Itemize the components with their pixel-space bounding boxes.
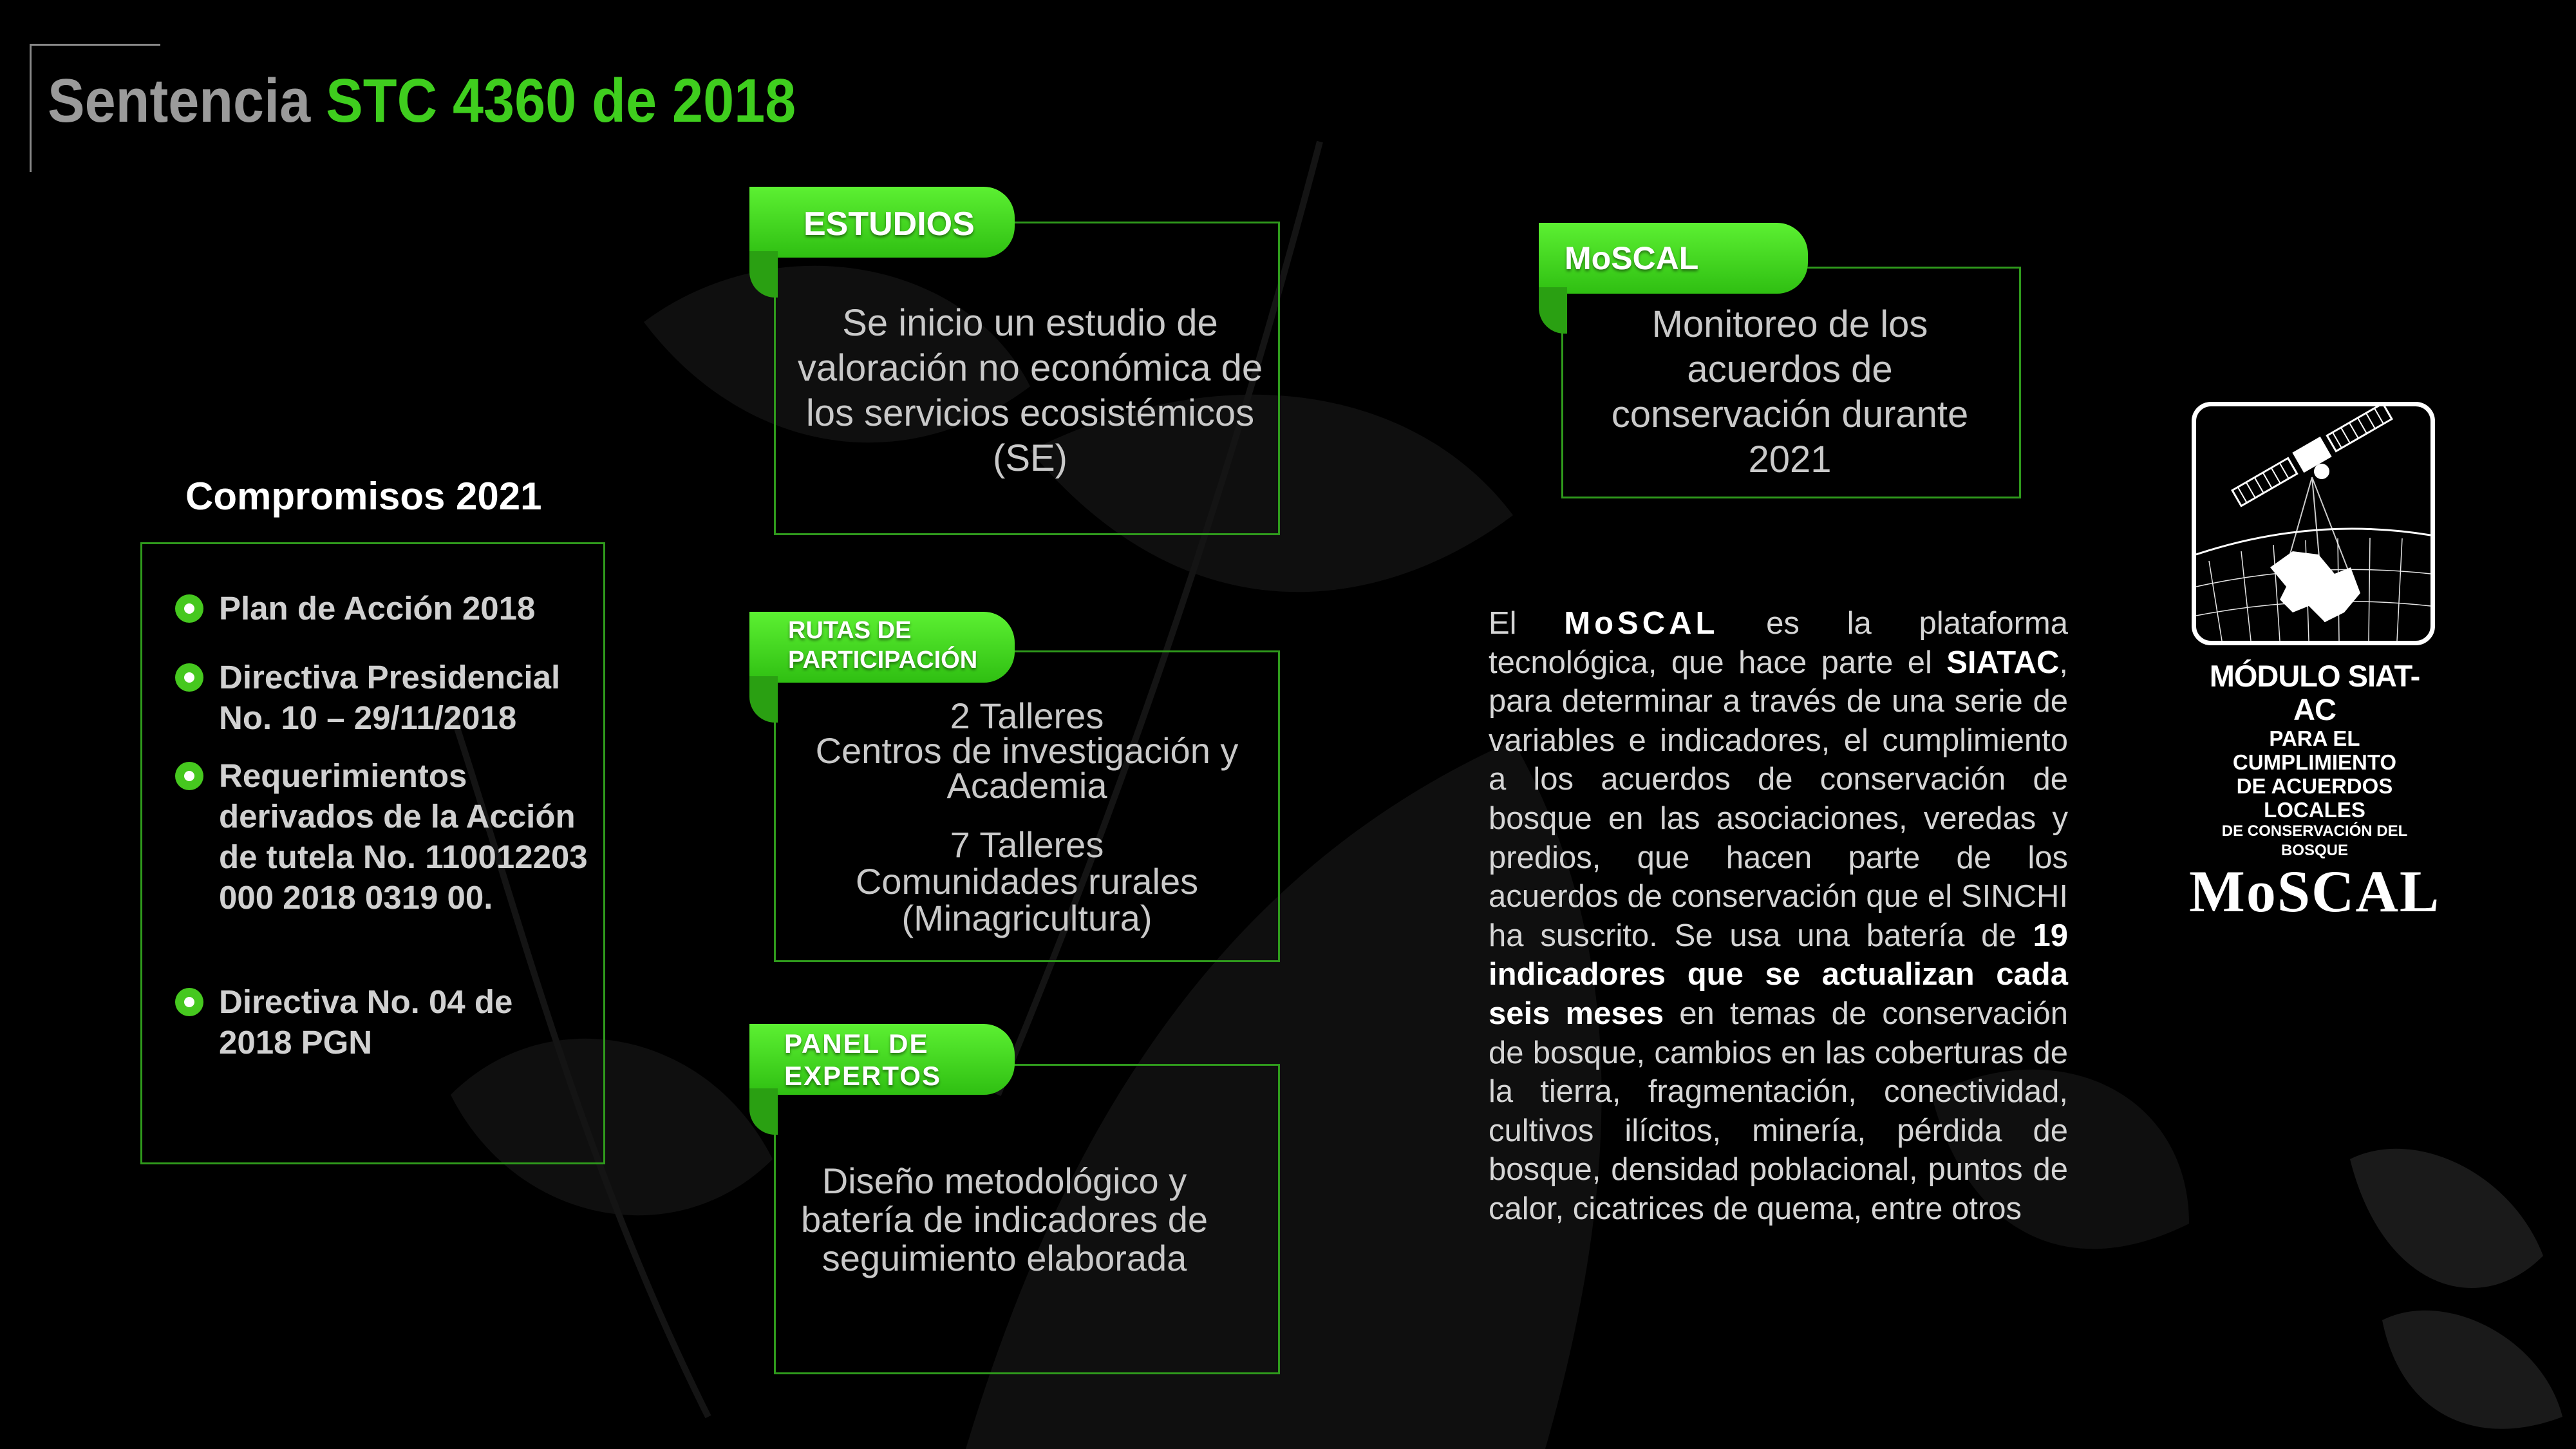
moscal-description	[1489, 604, 2068, 1229]
panel-tab-line1: PANEL DE	[784, 1028, 929, 1059]
moscal-tab	[1539, 223, 1808, 294]
logo-line2: PARA EL CUMPLIMIENTO	[2232, 726, 2397, 774]
panel-tab	[749, 1024, 1015, 1095]
title-part2: STC 4360 de 2018	[326, 66, 796, 135]
bullet-icon	[175, 663, 203, 692]
estudios-text: Se inicio un estudio de valoración no económica de los servicios ecosistémicos (SE)	[797, 302, 1263, 479]
rutas-block2	[802, 826, 1252, 936]
panel-tab-label	[784, 1028, 941, 1092]
rutas-tab-line1: RUTAS DE	[788, 617, 912, 644]
compromisos-title: Compromisos 2021	[185, 475, 542, 518]
rutas-block1	[782, 696, 1272, 806]
description-siatac: SIATAC	[1946, 645, 2060, 680]
description-text: en temas de conservación de bosque, cambios en las coberturas de la tierra, fragmentación, conectividad, cultivos ilícitos, minería, pérdida de bosque, densidad poblacional, puntos de calor, cicatrices de quema, entre otros	[1489, 996, 2068, 1226]
rutas-block1-line2: Centros de investigación y Academia	[815, 730, 1239, 806]
logo-line1: MÓDULO SIAT-AC	[2209, 659, 2420, 726]
description-text: es la plataforma tecnológica, que hace parte el	[1489, 606, 2068, 680]
list-item-text: Plan de Acción 2018	[219, 590, 536, 627]
moscal-tab-label: MoSCAL	[1565, 240, 1699, 276]
list-item-text: Directiva No. 04 de 2018 PGN	[219, 983, 513, 1061]
list-item-text: Directiva Presidencial No. 10 – 29/11/2018	[219, 659, 561, 736]
logo-line3: DE ACUERDOS LOCALES	[2236, 774, 2393, 822]
panel-text: Diseño metodológico y batería de indicadores de seguimiento elaborada	[801, 1160, 1208, 1278]
logo-line4: DE CONSERVACIÓN DEL BOSQUE	[2221, 822, 2408, 859]
rutas-block1-line1: 2 Talleres	[950, 696, 1104, 736]
logo-text	[2189, 659, 2440, 922]
rutas-tab	[749, 612, 1015, 683]
description-moscal: MoSCAL	[1564, 606, 1719, 641]
logo-line5: MoSCAL	[2189, 858, 2441, 924]
description-indicators: 19 indicadores que se actualizan cada seis meses	[1489, 918, 2068, 1031]
rutas-tab-label	[788, 616, 977, 675]
description-text: El	[1489, 606, 1565, 641]
estudios-tab	[749, 187, 1015, 258]
description-text: , para determinar a través de una serie de variables e indicadores, el cumplimiento a los acuerdos de conservación de bosque en las asociaciones, veredas y predios, que hacen parte de los acuerdos de conservación que el SINCHI ha suscrito. Se usa una batería de	[1489, 645, 2068, 953]
moscal-text: Monitoreo de los acuerdos de conservación durante 2021	[1611, 303, 1969, 480]
list-item-text: Requerimientos derivados de la Acción de tutela No. 110012203 000 2018 0319 00.	[219, 757, 588, 916]
rutas-block2-line2: Comunidades rurales (Minagricultura)	[855, 861, 1199, 938]
satellite-map-icon	[2192, 402, 2435, 645]
estudios-tab-label: ESTUDIOS	[804, 205, 975, 243]
title-part1: Sentencia	[48, 66, 311, 135]
panel-tab-line2: EXPERTOS	[784, 1061, 941, 1091]
rutas-block2-line1: 7 Talleres	[950, 824, 1104, 865]
rutas-tab-line2: PARTICIPACIÓN	[788, 647, 978, 674]
page-title	[48, 66, 796, 137]
bullet-icon	[175, 988, 203, 1016]
bullet-icon	[175, 762, 203, 790]
bullet-icon	[175, 594, 203, 623]
